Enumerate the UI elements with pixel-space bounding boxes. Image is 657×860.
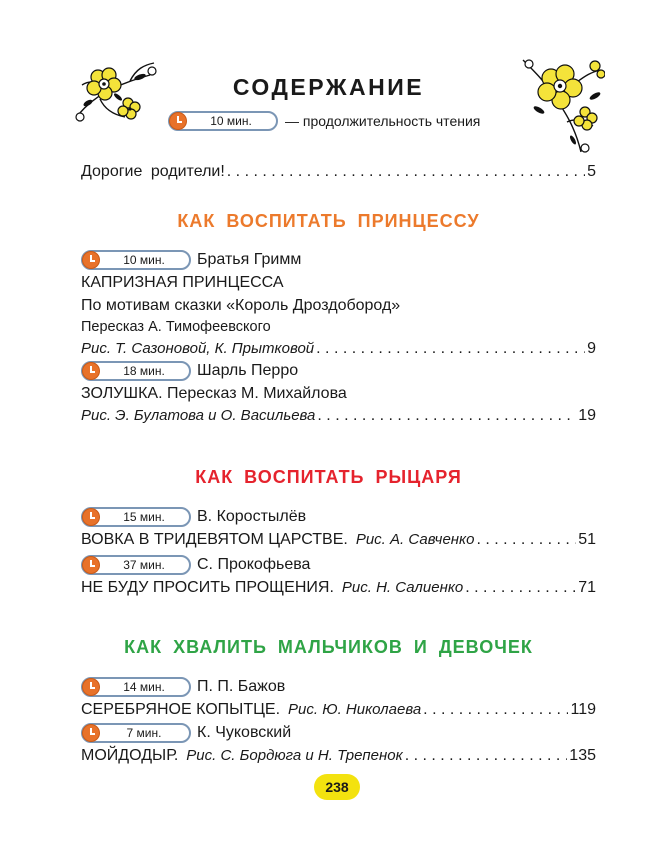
entry-author-row [81, 361, 298, 381]
clock-icon [82, 724, 100, 742]
reading-time-value: 18 мин. [123, 364, 165, 378]
toc-entry-line[interactable] [81, 747, 596, 765]
flower-ornament-right [515, 52, 605, 157]
entry-title: СЕРЕБРЯНОЕ КОПЫТЦЕ. [81, 701, 281, 718]
reading-time-value: 14 мин. [123, 680, 165, 694]
entry-author-row [81, 555, 310, 575]
entry-illustrators: Рис. Э. Булатова и О. Васильева [81, 407, 316, 424]
section-heading-princess: КАК ВОСПИТАТЬ ПРИНЦЕССУ [177, 211, 480, 231]
entry-author-row [81, 723, 291, 743]
page-number: 119 [570, 701, 596, 718]
clock-icon [82, 556, 100, 574]
reading-time-value: 7 мин. [126, 726, 162, 740]
entry-title: НЕ БУДУ ПРОСИТЬ ПРОЩЕНИЯ. [81, 579, 334, 596]
clock-icon [82, 251, 100, 269]
reading-time-badge [81, 507, 191, 527]
toc-entry-line[interactable] [81, 531, 596, 549]
entry-illustrators: Рис. Н. Салиенко [341, 579, 464, 596]
entry-title[interactable]: ЗОЛУШКА. Пересказ М. Михайлова [81, 385, 347, 402]
entry-author: П. П. Бажов [197, 678, 286, 695]
dot-leader [316, 340, 585, 358]
reading-time-badge [81, 723, 191, 743]
section-heading-knight: КАК ВОСПИТАТЬ РЫЦАРЯ [195, 467, 462, 487]
reading-time-badge [81, 555, 191, 575]
toc-entry-line[interactable] [81, 407, 596, 425]
entry-title: ВОВКА В ТРИДЕВЯТОМ ЦАРСТВЕ. [81, 531, 348, 548]
reading-time-legend [168, 111, 480, 131]
page-title: СОДЕРЖАНИЕ [232, 74, 425, 100]
reading-time-badge [81, 250, 191, 270]
page-number: 9 [587, 340, 596, 357]
entry-author: К. Чуковский [197, 724, 292, 741]
reading-time-badge [81, 361, 191, 381]
entry-author-row [81, 677, 285, 697]
entry-illustrators: Рис. С. Бордюга и Н. Трепенок [186, 747, 403, 764]
entry-author: Братья Гримм [197, 251, 302, 268]
toc-entry-line[interactable] [81, 579, 596, 597]
dot-leader [405, 747, 568, 765]
entry-illustrators: Рис. Ю. Николаева [288, 701, 422, 718]
entry-illustrators: Рис. А. Савченко [355, 531, 475, 548]
page-number-badge: 238 [314, 774, 360, 800]
reading-time-badge [81, 677, 191, 697]
section-heading-praise: КАК ХВАЛИТЬ МАЛЬЧИКОВ И ДЕВОЧЕК [124, 637, 533, 657]
entry-title[interactable]: КАПРИЗНАЯ ПРИНЦЕССА [81, 274, 284, 291]
clock-icon [169, 112, 187, 130]
entry-author-row [81, 507, 306, 527]
dot-leader [317, 407, 576, 425]
dot-leader [465, 579, 576, 597]
clock-icon [82, 678, 100, 696]
reading-time-value: 37 мин. [123, 558, 165, 572]
dot-leader [423, 701, 568, 719]
legend-description: — продолжительность чтения [285, 113, 481, 129]
reading-time-value: 15 мин. [123, 510, 165, 524]
page-number: 19 [578, 407, 596, 424]
reading-time-value: 10 мин. [210, 114, 252, 128]
entry-note: По мотивам сказки «Король Дроздобород» [81, 297, 401, 314]
page-number: 71 [578, 579, 596, 596]
entry-title: Дорогие родители! [81, 163, 225, 180]
toc-entry-line[interactable] [81, 701, 596, 719]
clock-icon [82, 508, 100, 526]
toc-entry-intro[interactable] [81, 163, 596, 181]
entry-author: Шарль Перро [197, 362, 299, 379]
entry-illustrators: Рис. Т. Сазоновой, К. Прытковой [81, 340, 315, 357]
page-number: 5 [587, 163, 596, 180]
entry-title: МОЙДОДЫР. [81, 747, 179, 764]
page-number: 51 [578, 531, 596, 548]
toc-entry-line[interactable] [81, 340, 596, 358]
entry-author: В. Коростылёв [197, 508, 307, 525]
entry-note: Пересказ А. Тимофеевского [81, 319, 271, 335]
clock-icon [82, 362, 100, 380]
entry-author-row [81, 250, 301, 270]
reading-time-badge [168, 111, 278, 131]
page-number: 135 [569, 747, 596, 764]
reading-time-value: 10 мин. [123, 253, 165, 267]
entry-author: С. Прокофьева [197, 556, 311, 573]
dot-leader [227, 163, 585, 181]
dot-leader [476, 531, 576, 549]
